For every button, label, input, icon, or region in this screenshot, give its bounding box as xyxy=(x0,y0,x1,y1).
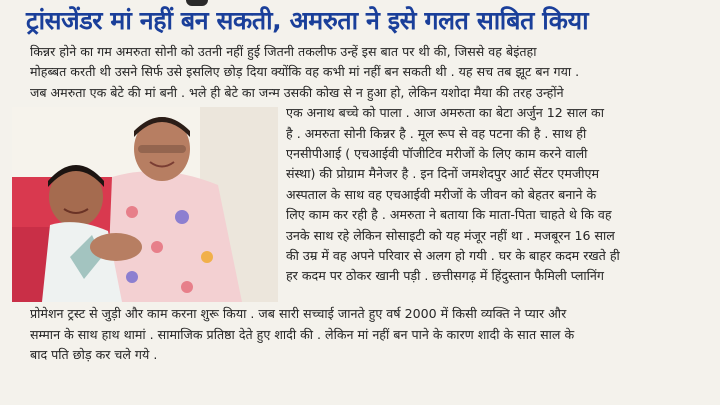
article-line: लिए काम कर रही है . अमरुता ने बताया कि माता-पिता चाहते थे कि वह xyxy=(286,207,612,223)
article-line: मोहब्बत करती थी उसने सिर्फ उसे इसलिए छोड़ दिया क्योंकि वह कभी मां नहीं बन सकती थी . यह सच तब झूट बन गया . xyxy=(30,64,580,80)
article-line: जब अमरुता एक बेटे की मां बनी . भले ही बेटे का जन्म उसकी कोख से न हुआ हो, लेकिन यशोदा मैया की तरह उन्होंने xyxy=(30,84,564,100)
article-line: संस्था) की प्रोग्राम मैनेजर है . इन दिनों जमशेदपुर आर्ट सेंटर एमजीएम xyxy=(286,166,600,182)
article-photo xyxy=(12,107,278,302)
article-line: एनसीपीआई ( एचआईवी पॉजीटिव मरीजों के लिए काम करने वाली xyxy=(286,146,588,162)
article-line: उनके साथ रहे लेकिन सोसाइटी को यह मंजूर नहीं था . मजबूरन 16 साल xyxy=(286,227,615,243)
article-headline: ट्रांसजेंडर मां नहीं बन सकती, अमरुता ने इसे गलत साबित किया xyxy=(26,6,589,35)
article-line: हर कदम पर ठोकर खानी पड़ी . छत्तीसगढ़ में हिंदुस्तान फैमिली प्लानिंग xyxy=(286,268,604,284)
article-line: प्रोमेशन ट्रस्ट से जुड़ी और काम करना शुरू किया . जब सारी सच्चाई जानते हुए वर्ष 2000 में किसी व्यक्ति ने प्यार और xyxy=(30,306,567,322)
article-line: किन्नर होने का गम अमरुता सोनी को उतनी नहीं हुई जितनी तकलीफ उन्हें इस बात पर थी की, जिससे वह बेइंतहा xyxy=(30,44,537,59)
article-line: अस्पताल के साथ वह एचआईवी मरीजों के जीवन को बेहतर बनाने के xyxy=(286,186,597,202)
article-line: की उम्र में वह अपने परिवार से अलग हो गयी . घर के बाहर कदम रखते ही xyxy=(286,248,620,264)
article-body xyxy=(30,42,702,398)
mother-son-photo xyxy=(12,107,278,302)
article-line: है . अमरुता सोनी किन्नर है . मूल रूप से वह पटना की है . साथ ही xyxy=(286,125,587,141)
article-line: बाद पति छोड़ कर चले गये . xyxy=(30,347,158,363)
article-line: सम्मान के साथ हाथ थामां . सामाजिक प्रतिष्ठा देते हुए शादी की . लेकिन मां नहीं बन पाने के कारण शादी के सात साल के xyxy=(30,326,575,342)
article-line: एक अनाथ बच्चे को पाला . आज अमरुता का बेटा अर्जुन 12 साल का xyxy=(286,105,604,121)
